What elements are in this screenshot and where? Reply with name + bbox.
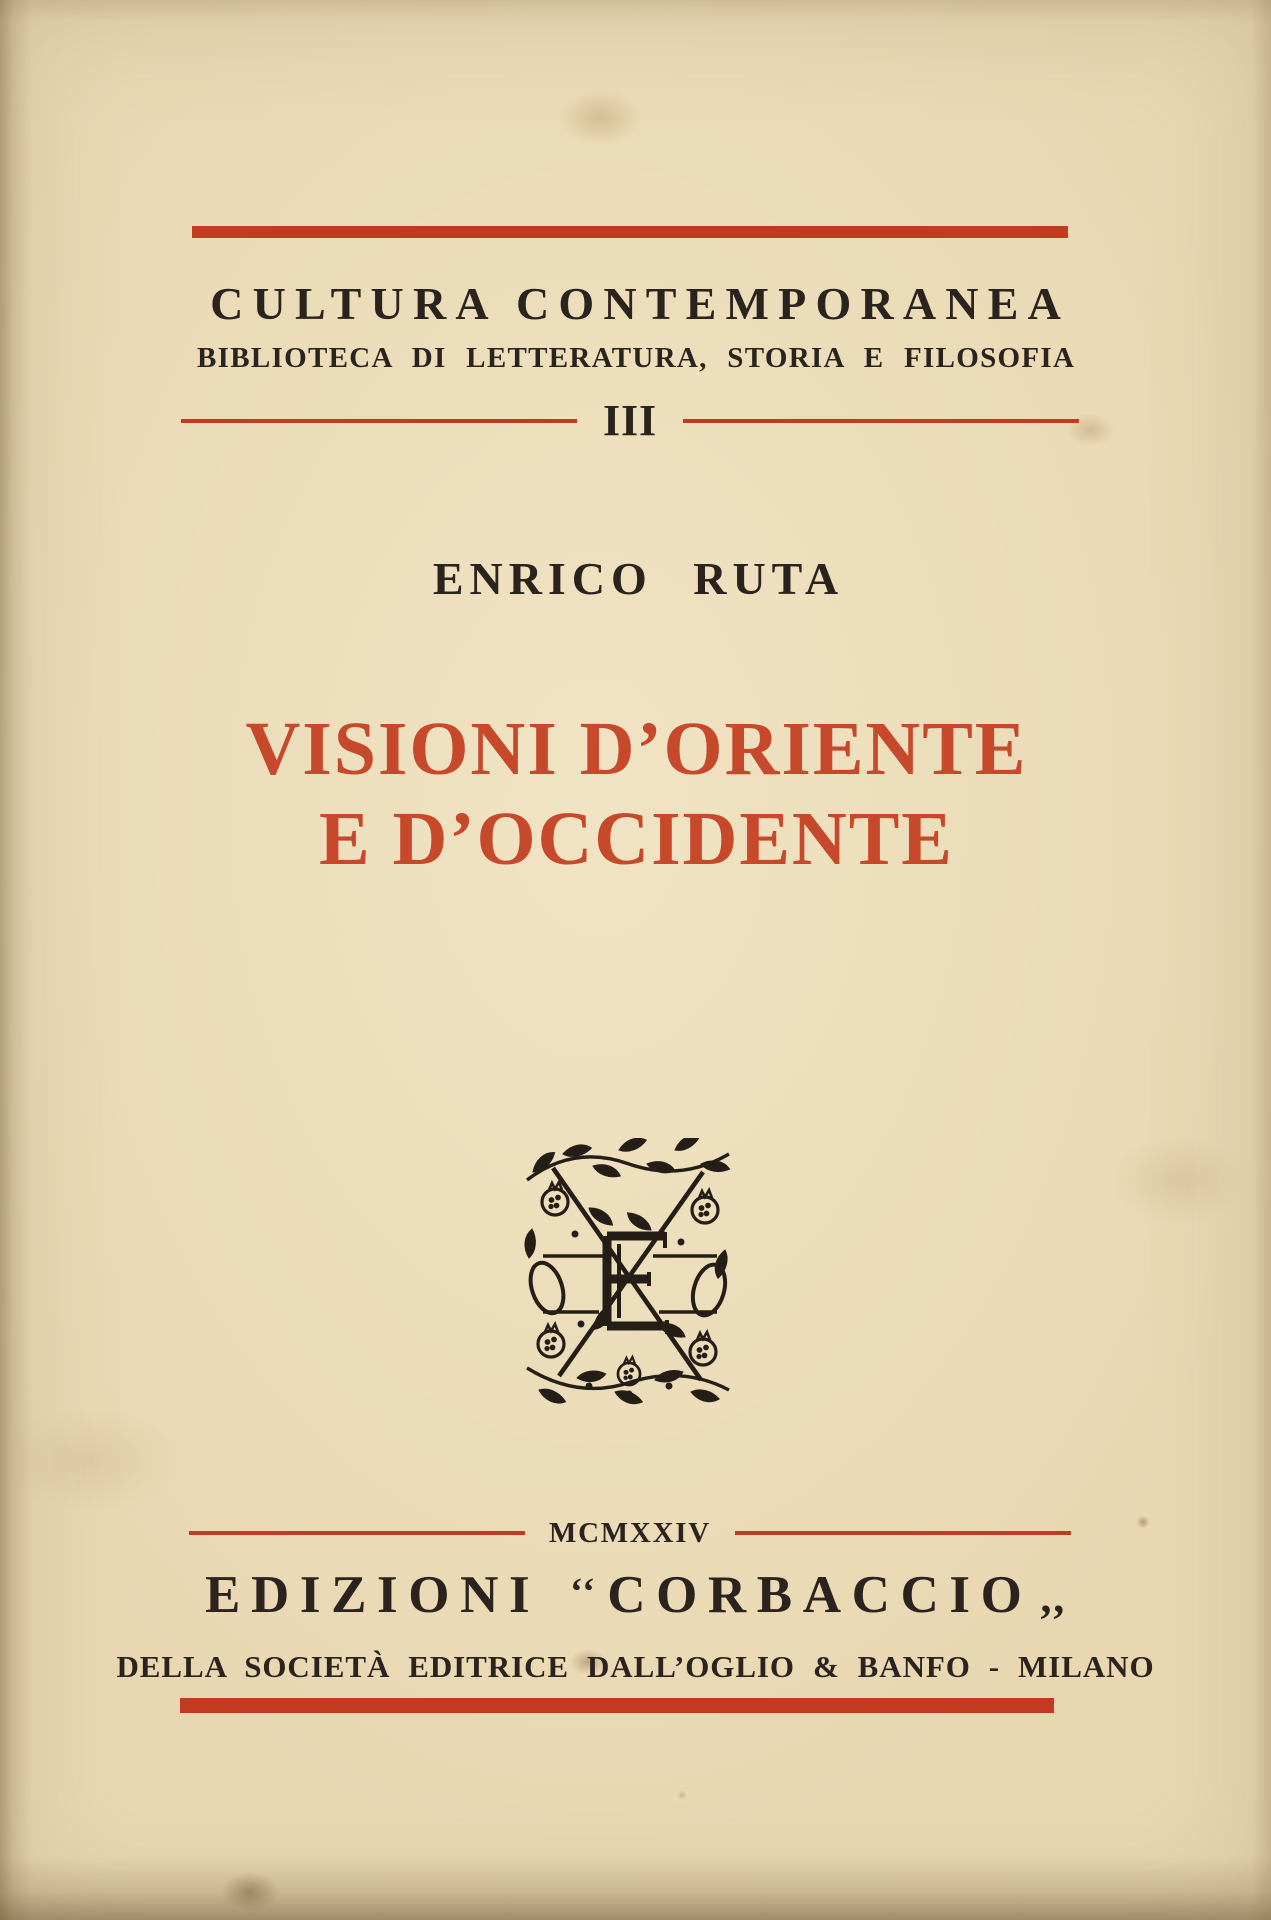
close-quote-mark: ,,	[1040, 1573, 1066, 1622]
publisher-name: CORBACCIO	[607, 1566, 1033, 1624]
series-number-divider	[178, 398, 1082, 444]
series-title: CULTURA CONTEMPORANEA	[210, 278, 1071, 329]
red-line-right	[683, 419, 1079, 423]
series-subtitle: BIBLIOTECA DI LETTERATURA, STORIA E FILOSOFIA	[197, 342, 1076, 374]
red-line-left	[181, 419, 577, 423]
book-title	[0, 704, 1271, 884]
open-quote-mark: ‘‘	[570, 1571, 598, 1613]
top-red-rule	[192, 226, 1068, 238]
floral-woodcut-ornament-icon	[519, 1138, 737, 1408]
publisher-name-line	[0, 1564, 1271, 1628]
book-title-line1: VISIONI D’ORIENTE	[245, 707, 1028, 791]
bottom-red-rule	[180, 1698, 1054, 1713]
red-line-right	[735, 1531, 1071, 1535]
year-roman-numeral: MCMXXIV	[549, 1516, 711, 1549]
author-name: ENRICO RUTA	[432, 553, 845, 604]
year-divider	[178, 1515, 1082, 1551]
red-line-left	[189, 1531, 525, 1535]
imprint-line: DELLA SOCIETÀ EDITRICE DALL’OGLIO & BANFO - MILANO	[116, 1649, 1155, 1684]
book-title-line2: E D’OCCIDENTE	[319, 797, 954, 881]
publisher-prefix: EDIZIONI	[205, 1566, 541, 1624]
series-number: III	[602, 396, 657, 445]
